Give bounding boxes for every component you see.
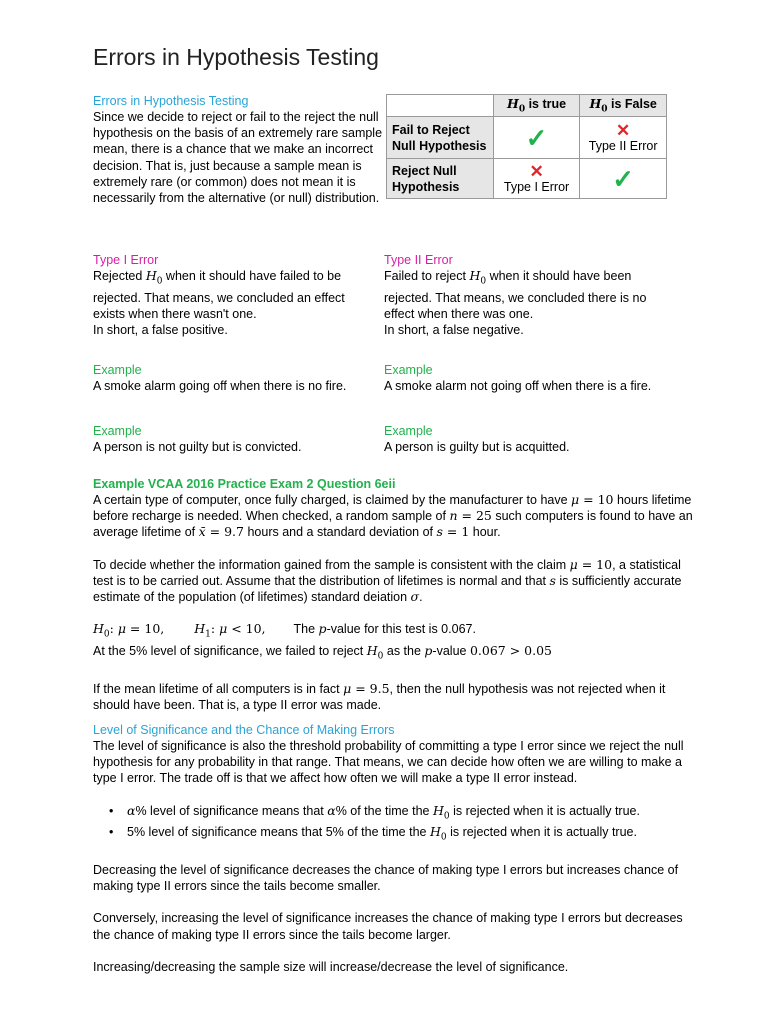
example-heading: Example — [93, 363, 142, 377]
table-corner — [387, 95, 494, 117]
type2-section — [384, 252, 674, 338]
check-icon: ✓ — [525, 122, 548, 153]
level-bullets — [93, 803, 693, 846]
level-p4: Increasing/decreasing the sample size will increase/decrease the level of significance. — [93, 959, 569, 974]
type1-section — [93, 252, 373, 338]
type2-cell — [580, 117, 667, 159]
list-item: • α% level of significance means that α% of the time the $H_0$ is rejected when it is actually true. — [93, 803, 693, 825]
example-heading: Example — [384, 363, 433, 377]
example-heading: Example — [384, 424, 433, 438]
level-p1: The level of significance is also the threshold probability of committing a type I error since we reject the null hypothesis for any probability in that range. That means, we can decide how often we are willing to make a type I error. The trade off is that we affect how often we will make a type II error instead. — [93, 739, 684, 786]
example-2 — [384, 362, 684, 394]
cross-icon: ✕ — [529, 162, 544, 181]
type2-heading: Type II Error — [384, 253, 453, 267]
type1-text: Rejected $H_0$ when it should have failed to be rejected. That means, we concluded an effect exists when there wasn't one. — [93, 268, 345, 321]
vcaa-heading: Example VCAA 2016 Practice Exam 2 Question 6eii — [93, 477, 396, 491]
example-4 — [384, 423, 684, 455]
type1-label: Type I Error — [503, 180, 570, 194]
col-h0-false: $H_0$ is False — [580, 95, 667, 117]
example-text: A person is not guilty but is convicted. — [93, 440, 302, 454]
level-p2: Decreasing the level of significance decreases the chance of making type I errors but increases chance of making type II errors since the tails become smaller. — [93, 863, 679, 894]
page-title: Errors in Hypothesis Testing — [93, 44, 379, 70]
example-text: A smoke alarm not going off when there is a fire. — [384, 379, 652, 393]
level-section — [93, 722, 693, 975]
list-item: • 5% level of significance means that 5% of the time the $H_0$ is rejected when it is actually true. — [93, 824, 693, 846]
correct-cell-1 — [493, 117, 580, 159]
intro-section — [93, 93, 383, 206]
example-1 — [93, 362, 378, 394]
vcaa-p1: A certain type of computer, once fully charged, is claimed by the manufacturer to have μ = 10 hours lifetime before recharge is needed. When checked, a random sample of n = 25 such computers is found to have an average lifetime of x̄ = 9.7 hours and a standard deviation of s = 1 hour. — [93, 492, 693, 540]
check-icon: ✓ — [612, 163, 635, 194]
cross-icon: ✕ — [616, 121, 631, 140]
type2-short: In short, a false negative. — [384, 323, 524, 338]
vcaa-p2: To decide whether the information gained from the sample is consistent with the claim μ = 10, a statistical test is to be carried out. Assume that the distribution of lifetimes is normal and that s is sufficiently accurate estimate of the population (of lifetimes) standard deiation σ. — [93, 556, 682, 605]
vcaa-p3: If the mean lifetime of all computers is in fact μ = 9.5, then the null hypothesis was not rejected when it should have been. That is, a type II error was made. — [93, 680, 666, 712]
example-heading: Example — [93, 424, 142, 438]
col-h0-true: $H_0$ is true — [493, 95, 580, 117]
errors-table — [386, 94, 667, 199]
level-heading: Level of Significance and the Chance of Making Errors — [93, 723, 395, 737]
row-fail-to-reject: Fail to Reject Null Hypothesis — [387, 117, 494, 159]
vcaa-section — [93, 476, 693, 713]
type1-cell — [493, 159, 580, 199]
type1-short: In short, a false positive. — [93, 323, 228, 338]
level-p3: Conversely, increasing the level of significance increases the chance of making type I errors but decreases the chance of making type II errors since the tails become larger. — [93, 911, 683, 942]
correct-cell-2 — [580, 159, 667, 199]
row-reject-null: Reject Null Hypothesis — [387, 159, 494, 199]
type2-label: Type II Error — [588, 139, 658, 153]
vcaa-significance: At the 5% level of significance, we failed to reject $H_0$ as the p-value 0.067 > 0.05 — [93, 642, 552, 662]
example-3 — [93, 423, 378, 455]
vcaa-hypotheses: $H_0$: μ = 10, $H_1$: μ < 10, The p-value for this test is 0.067. — [93, 621, 476, 640]
example-text: A person is guilty but is acquitted. — [384, 440, 570, 454]
type1-heading: Type I Error — [93, 253, 159, 267]
example-text: A smoke alarm going off when there is no fire. — [93, 379, 347, 393]
intro-heading: Errors in Hypothesis Testing — [93, 94, 249, 108]
intro-text: Since we decide to reject or fail to the reject the null hypothesis on the basis of an extremely rare sample mean, there is a chance that we make an incorrect decision. That is, just because a sample mean is extremely rare (or common) does not mean it is necessarily from the alternative (or null) distribution. — [93, 110, 383, 206]
type2-text: Failed to reject $H_0$ when it should have been rejected. That means, we concluded there is no effect when there was one. — [384, 268, 647, 321]
